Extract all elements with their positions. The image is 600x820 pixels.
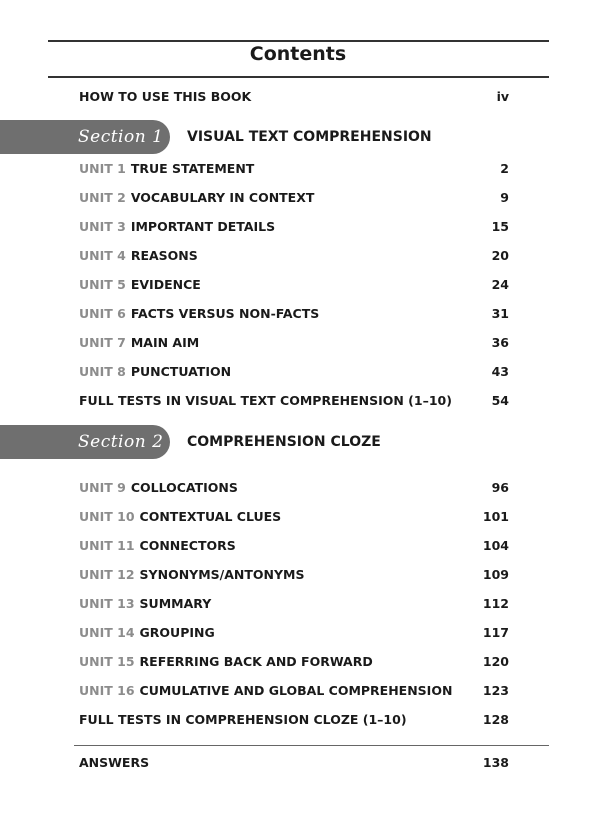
section-2-tab-label: Section 2 (78, 432, 164, 452)
title-rule (48, 76, 549, 78)
entry-page: 2 (500, 160, 509, 176)
section-2-tab (0, 425, 170, 459)
unit-number: UNIT 14 (79, 624, 135, 640)
unit-number: UNIT 11 (79, 537, 135, 553)
entry-label: FACTS VERSUS NON-FACTS (130, 305, 320, 321)
unit-number: UNIT 10 (79, 508, 135, 524)
entry-label: REASONS (130, 247, 198, 263)
toc-entry-unit[interactable] (79, 362, 509, 380)
entry-label: TRUE STATEMENT (130, 160, 255, 176)
section-1-tab (0, 120, 170, 154)
toc-entry-unit[interactable] (79, 681, 509, 699)
entry-label: MAIN AIM (130, 334, 200, 350)
toc-entry-intro[interactable] (79, 87, 509, 105)
entry-label: IMPORTANT DETAILS (130, 218, 276, 234)
entry-page: 117 (482, 624, 509, 640)
toc-entry-answers[interactable] (79, 753, 509, 771)
unit-number: UNIT 9 (79, 479, 126, 495)
entry-page: 112 (482, 595, 509, 611)
toc-entry-unit[interactable] (79, 507, 509, 525)
toc-entry-unit[interactable] (79, 565, 509, 583)
unit-number: UNIT 5 (79, 276, 126, 292)
entry-page: 128 (482, 711, 509, 727)
unit-number: UNIT 2 (79, 189, 126, 205)
entry-page: iv (496, 88, 509, 104)
entry-page: 15 (491, 218, 509, 234)
entry-page: 9 (500, 189, 509, 205)
entry-label: FULL TESTS IN VISUAL TEXT COMPREHENSION (1–10) (79, 392, 452, 408)
entry-page: 54 (491, 392, 509, 408)
entry-page: 109 (482, 566, 509, 582)
entry-label: VOCABULARY IN CONTEXT (130, 189, 315, 205)
entry-label: REFERRING BACK AND FORWARD (139, 653, 373, 669)
toc-entry-tests[interactable] (79, 710, 509, 728)
toc-entry-unit[interactable] (79, 275, 509, 293)
entry-label: CONTEXTUAL CLUES (139, 508, 282, 524)
top-rule (48, 40, 549, 42)
section-1-title: VISUAL TEXT COMPREHENSION (187, 129, 432, 145)
toc-entry-unit[interactable] (79, 333, 509, 351)
answers-rule (74, 745, 549, 746)
entry-page: 36 (491, 334, 509, 350)
unit-number: UNIT 12 (79, 566, 135, 582)
entry-page: 104 (482, 537, 509, 553)
page-title: Contents (249, 43, 347, 65)
entry-page: 20 (491, 247, 509, 263)
unit-number: UNIT 3 (79, 218, 126, 234)
toc-entry-unit[interactable] (79, 246, 509, 264)
entry-label: CONNECTORS (139, 537, 236, 553)
entry-page: 138 (482, 754, 509, 770)
toc-entry-unit[interactable] (79, 159, 509, 177)
entry-page: 123 (482, 682, 509, 698)
unit-number: UNIT 15 (79, 653, 135, 669)
toc-entry-unit[interactable] (79, 652, 509, 670)
entry-page: 120 (482, 653, 509, 669)
unit-number: UNIT 6 (79, 305, 126, 321)
entry-label: SUMMARY (139, 595, 212, 611)
toc-entry-unit[interactable] (79, 623, 509, 641)
section-1-tab-label: Section 1 (78, 127, 164, 147)
entry-label: FULL TESTS IN COMPREHENSION CLOZE (1–10) (79, 711, 407, 727)
entry-label: ANSWERS (79, 754, 150, 770)
entry-label: EVIDENCE (130, 276, 201, 292)
toc-entry-unit[interactable] (79, 594, 509, 612)
entry-label: GROUPING (139, 624, 215, 640)
toc-entry-tests[interactable] (79, 391, 509, 409)
entry-page: 101 (482, 508, 509, 524)
unit-number: UNIT 7 (79, 334, 126, 350)
toc-entry-unit[interactable] (79, 188, 509, 206)
section-2-title: COMPREHENSION CLOZE (187, 434, 381, 450)
entry-label: COLLOCATIONS (130, 479, 238, 495)
unit-number: UNIT 4 (79, 247, 126, 263)
toc-entry-unit[interactable] (79, 536, 509, 554)
unit-number: UNIT 13 (79, 595, 135, 611)
unit-number: UNIT 8 (79, 363, 126, 379)
entry-label: CUMULATIVE AND GLOBAL COMPREHENSION (139, 682, 453, 698)
toc-entry-unit[interactable] (79, 478, 509, 496)
toc-entry-unit[interactable] (79, 217, 509, 235)
entry-label: PUNCTUATION (130, 363, 232, 379)
entry-label: SYNONYMS/ANTONYMS (139, 566, 305, 582)
toc-entry-unit[interactable] (79, 304, 509, 322)
entry-page: 96 (491, 479, 509, 495)
entry-page: 24 (491, 276, 509, 292)
entry-page: 31 (491, 305, 509, 321)
entry-page: 43 (491, 363, 509, 379)
entry-label: HOW TO USE THIS BOOK (79, 88, 252, 104)
unit-number: UNIT 1 (79, 160, 126, 176)
unit-number: UNIT 16 (79, 682, 135, 698)
